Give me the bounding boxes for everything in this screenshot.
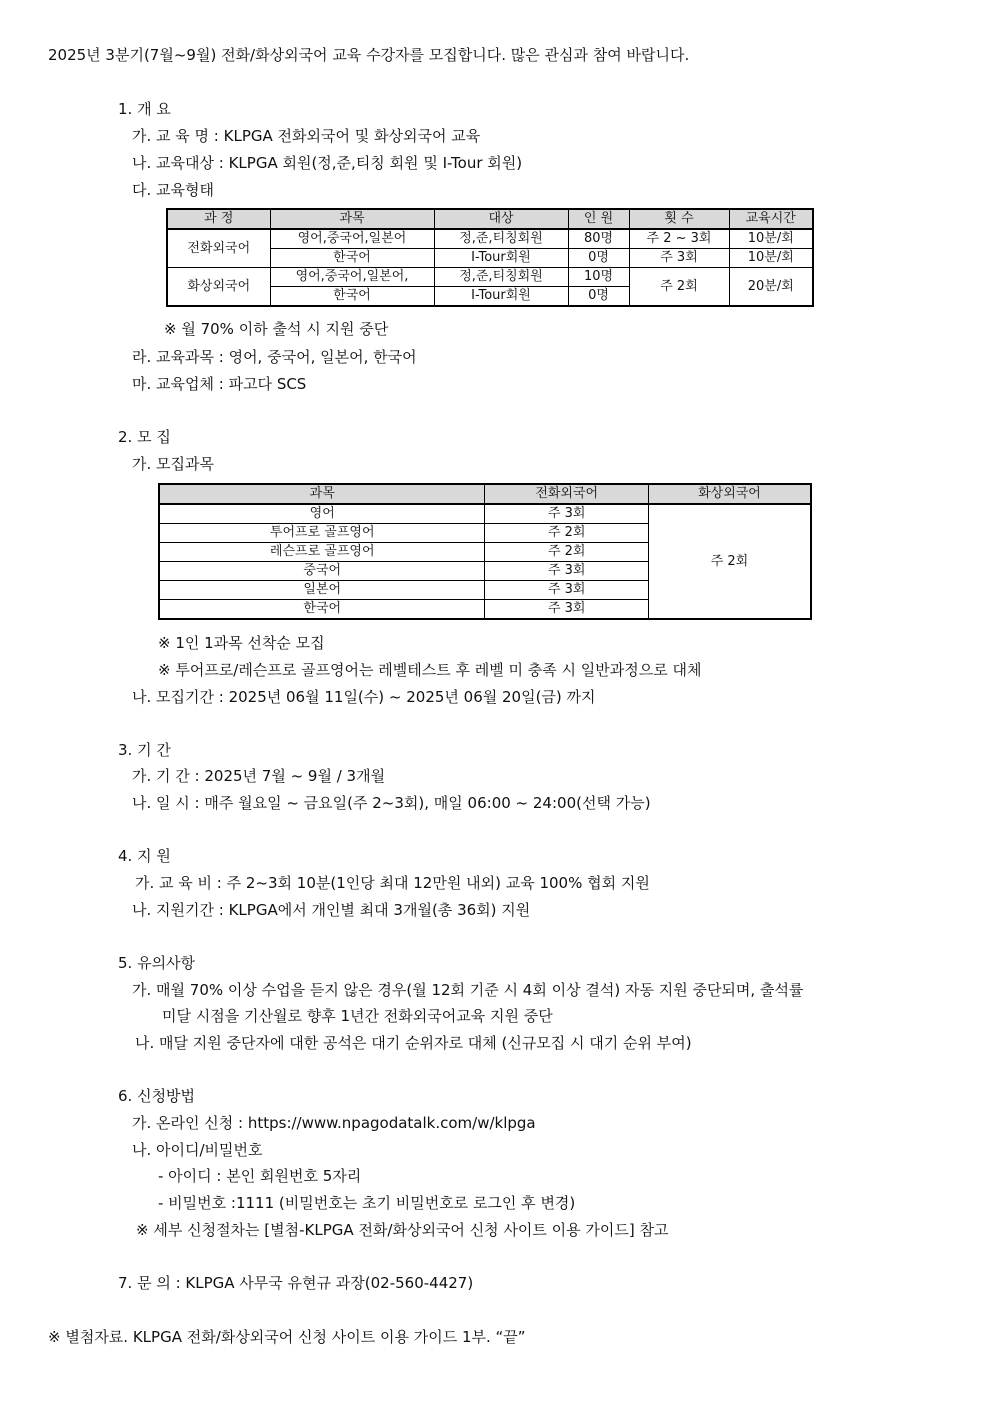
phone-cell: 주 3회 <box>485 600 649 620</box>
header-frequency: 횟 수 <box>629 209 729 229</box>
caution-a-line2: 미달 시점을 기산월로 향후 1년간 전화외국어교육 지원 중단 <box>162 1007 553 1025</box>
period-text: 가. 기 간 : 2025년 7월 ~ 9월 / 3개월 <box>132 767 386 785</box>
video-cell: 주 2회 <box>648 504 811 619</box>
table-row <box>167 229 813 249</box>
education-format-label: 다. 교육형태 <box>132 181 214 199</box>
phone-cell: 주 2회 <box>485 524 649 543</box>
education-subjects: 라. 교육과목 : 영어, 중국어, 일본어, 한국어 <box>132 348 417 366</box>
time-cell: 20분/회 <box>729 268 813 307</box>
education-format-table <box>166 208 814 307</box>
frequency-cell: 주 2회 <box>629 268 729 307</box>
caution-b: 나. 매달 지원 중단자에 대한 공석은 대기 순위자로 대체 (신규모집 시 대기 순위 부여) <box>135 1034 692 1052</box>
count-cell: 80명 <box>568 229 629 249</box>
section-7-contact: 7. 문 의 : KLPGA 사무국 유현규 과장(02-560-4427) <box>118 1274 474 1292</box>
caution-a-line1: 가. 매월 70% 이상 수업을 듣지 않은 경우(월 12회 기준 시 4회 이상 결석) 자동 지원 중단되며, 출석률 <box>132 981 804 999</box>
frequency-cell: 주 2 ~ 3회 <box>629 229 729 249</box>
section-1-title: 1. 개 요 <box>118 100 171 118</box>
header-phone: 전화외국어 <box>485 484 649 504</box>
subject-cell: 영어,중국어,일본어 <box>270 229 434 249</box>
time-cell: 10분/회 <box>729 229 813 249</box>
support-period-text: 나. 지원기간 : KLPGA에서 개인별 최대 3개월(총 36회) 지원 <box>132 901 531 919</box>
header-count: 인 원 <box>568 209 629 229</box>
table-header-row <box>167 209 813 229</box>
online-apply: 가. 온라인 신청 : https://www.npagodatalk.com/w/klpga <box>132 1114 536 1132</box>
subject-cell: 레슨프로 골프영어 <box>159 543 485 562</box>
password-info: - 비밀번호 :1111 (비밀번호는 초기 비밀번호로 로그인 후 변경) <box>158 1194 576 1212</box>
first-come-note: ※ 1인 1과목 선착순 모집 <box>158 634 325 652</box>
subject-cell: 일본어 <box>159 581 485 600</box>
table-row <box>167 268 813 287</box>
phone-cell: 주 3회 <box>485 504 649 524</box>
recruit-subjects-table <box>158 483 812 620</box>
course-name: 가. 교 육 명 : KLPGA 전화외국어 및 화상외국어 교육 <box>132 127 481 145</box>
count-cell: 10명 <box>568 268 629 287</box>
schedule-text: 나. 일 시 : 매주 월요일 ~ 금요일(주 2~3회), 매일 06:00 ~ 24:00(선택 가능) <box>132 794 651 812</box>
target-cell: I-Tour회원 <box>434 249 568 268</box>
time-cell: 10분/회 <box>729 249 813 268</box>
level-test-note: ※ 투어프로/레슨프로 골프영어는 레벨테스트 후 레벨 미 충족 시 일반과정으로 대체 <box>158 661 702 679</box>
frequency-cell: 주 3회 <box>629 249 729 268</box>
subject-cell: 한국어 <box>159 600 485 620</box>
id-info: - 아이디 : 본인 회원번호 5자리 <box>158 1167 362 1185</box>
intro-text: 2025년 3분기(7월~9월) 전화/화상외국어 교육 수강자를 모집합니다. 많은 관심과 참여 바랍니다. <box>48 46 690 64</box>
education-provider: 마. 교육업체 : 파고다 SCS <box>132 375 307 393</box>
id-password-label: 나. 아이디/비밀번호 <box>132 1141 263 1159</box>
count-cell: 0명 <box>568 287 629 307</box>
section-6-title: 6. 신청방법 <box>118 1087 196 1105</box>
header-subject: 과목 <box>270 209 434 229</box>
section-3-title: 3. 기 간 <box>118 741 171 759</box>
header-video: 화상외국어 <box>648 484 811 504</box>
target-cell: 정,준,티칭회원 <box>434 229 568 249</box>
recruit-period: 나. 모집기간 : 2025년 06월 11일(수) ~ 2025년 06월 20일(금) 까지 <box>132 688 596 706</box>
header-subject: 과목 <box>159 484 485 504</box>
subject-cell: 한국어 <box>270 287 434 307</box>
phone-cell: 주 3회 <box>485 562 649 581</box>
phone-cell: 주 2회 <box>485 543 649 562</box>
attendance-note: ※ 월 70% 이하 출석 시 지원 중단 <box>164 320 389 338</box>
tuition-text: 가. 교 육 비 : 주 2~3회 10분(1인당 최대 12만원 내외) 교육 100% 협회 지원 <box>135 874 650 892</box>
header-target: 대상 <box>434 209 568 229</box>
course-cell: 화상외국어 <box>167 268 270 307</box>
count-cell: 0명 <box>568 249 629 268</box>
header-course: 과 정 <box>167 209 270 229</box>
table-row <box>159 504 811 524</box>
section-2-title: 2. 모 집 <box>118 428 171 446</box>
section-4-title: 4. 지 원 <box>118 847 171 865</box>
attachment-footer: ※ 별첨자료. KLPGA 전화/화상외국어 신청 사이트 이용 가이드 1부. “끝” <box>48 1328 526 1346</box>
target-cell: I-Tour회원 <box>434 287 568 307</box>
target-cell: 정,준,티칭회원 <box>434 268 568 287</box>
header-time: 교육시간 <box>729 209 813 229</box>
guide-note: ※ 세부 신청절차는 [별첨-KLPGA 전화/화상외국어 신청 사이트 이용 가이드] 참고 <box>136 1221 669 1239</box>
table-header-row <box>159 484 811 504</box>
course-cell: 전화외국어 <box>167 229 270 268</box>
subject-cell: 투어프로 골프영어 <box>159 524 485 543</box>
subject-cell: 중국어 <box>159 562 485 581</box>
section-5-title: 5. 유의사항 <box>118 954 196 972</box>
phone-cell: 주 3회 <box>485 581 649 600</box>
subject-cell: 영어 <box>159 504 485 524</box>
subject-cell: 한국어 <box>270 249 434 268</box>
subject-cell: 영어,중국어,일본어, <box>270 268 434 287</box>
target-audience: 나. 교육대상 : KLPGA 회원(정,준,티칭 회원 및 I-Tour 회원) <box>132 154 523 172</box>
recruit-subjects-label: 가. 모집과목 <box>132 455 214 473</box>
